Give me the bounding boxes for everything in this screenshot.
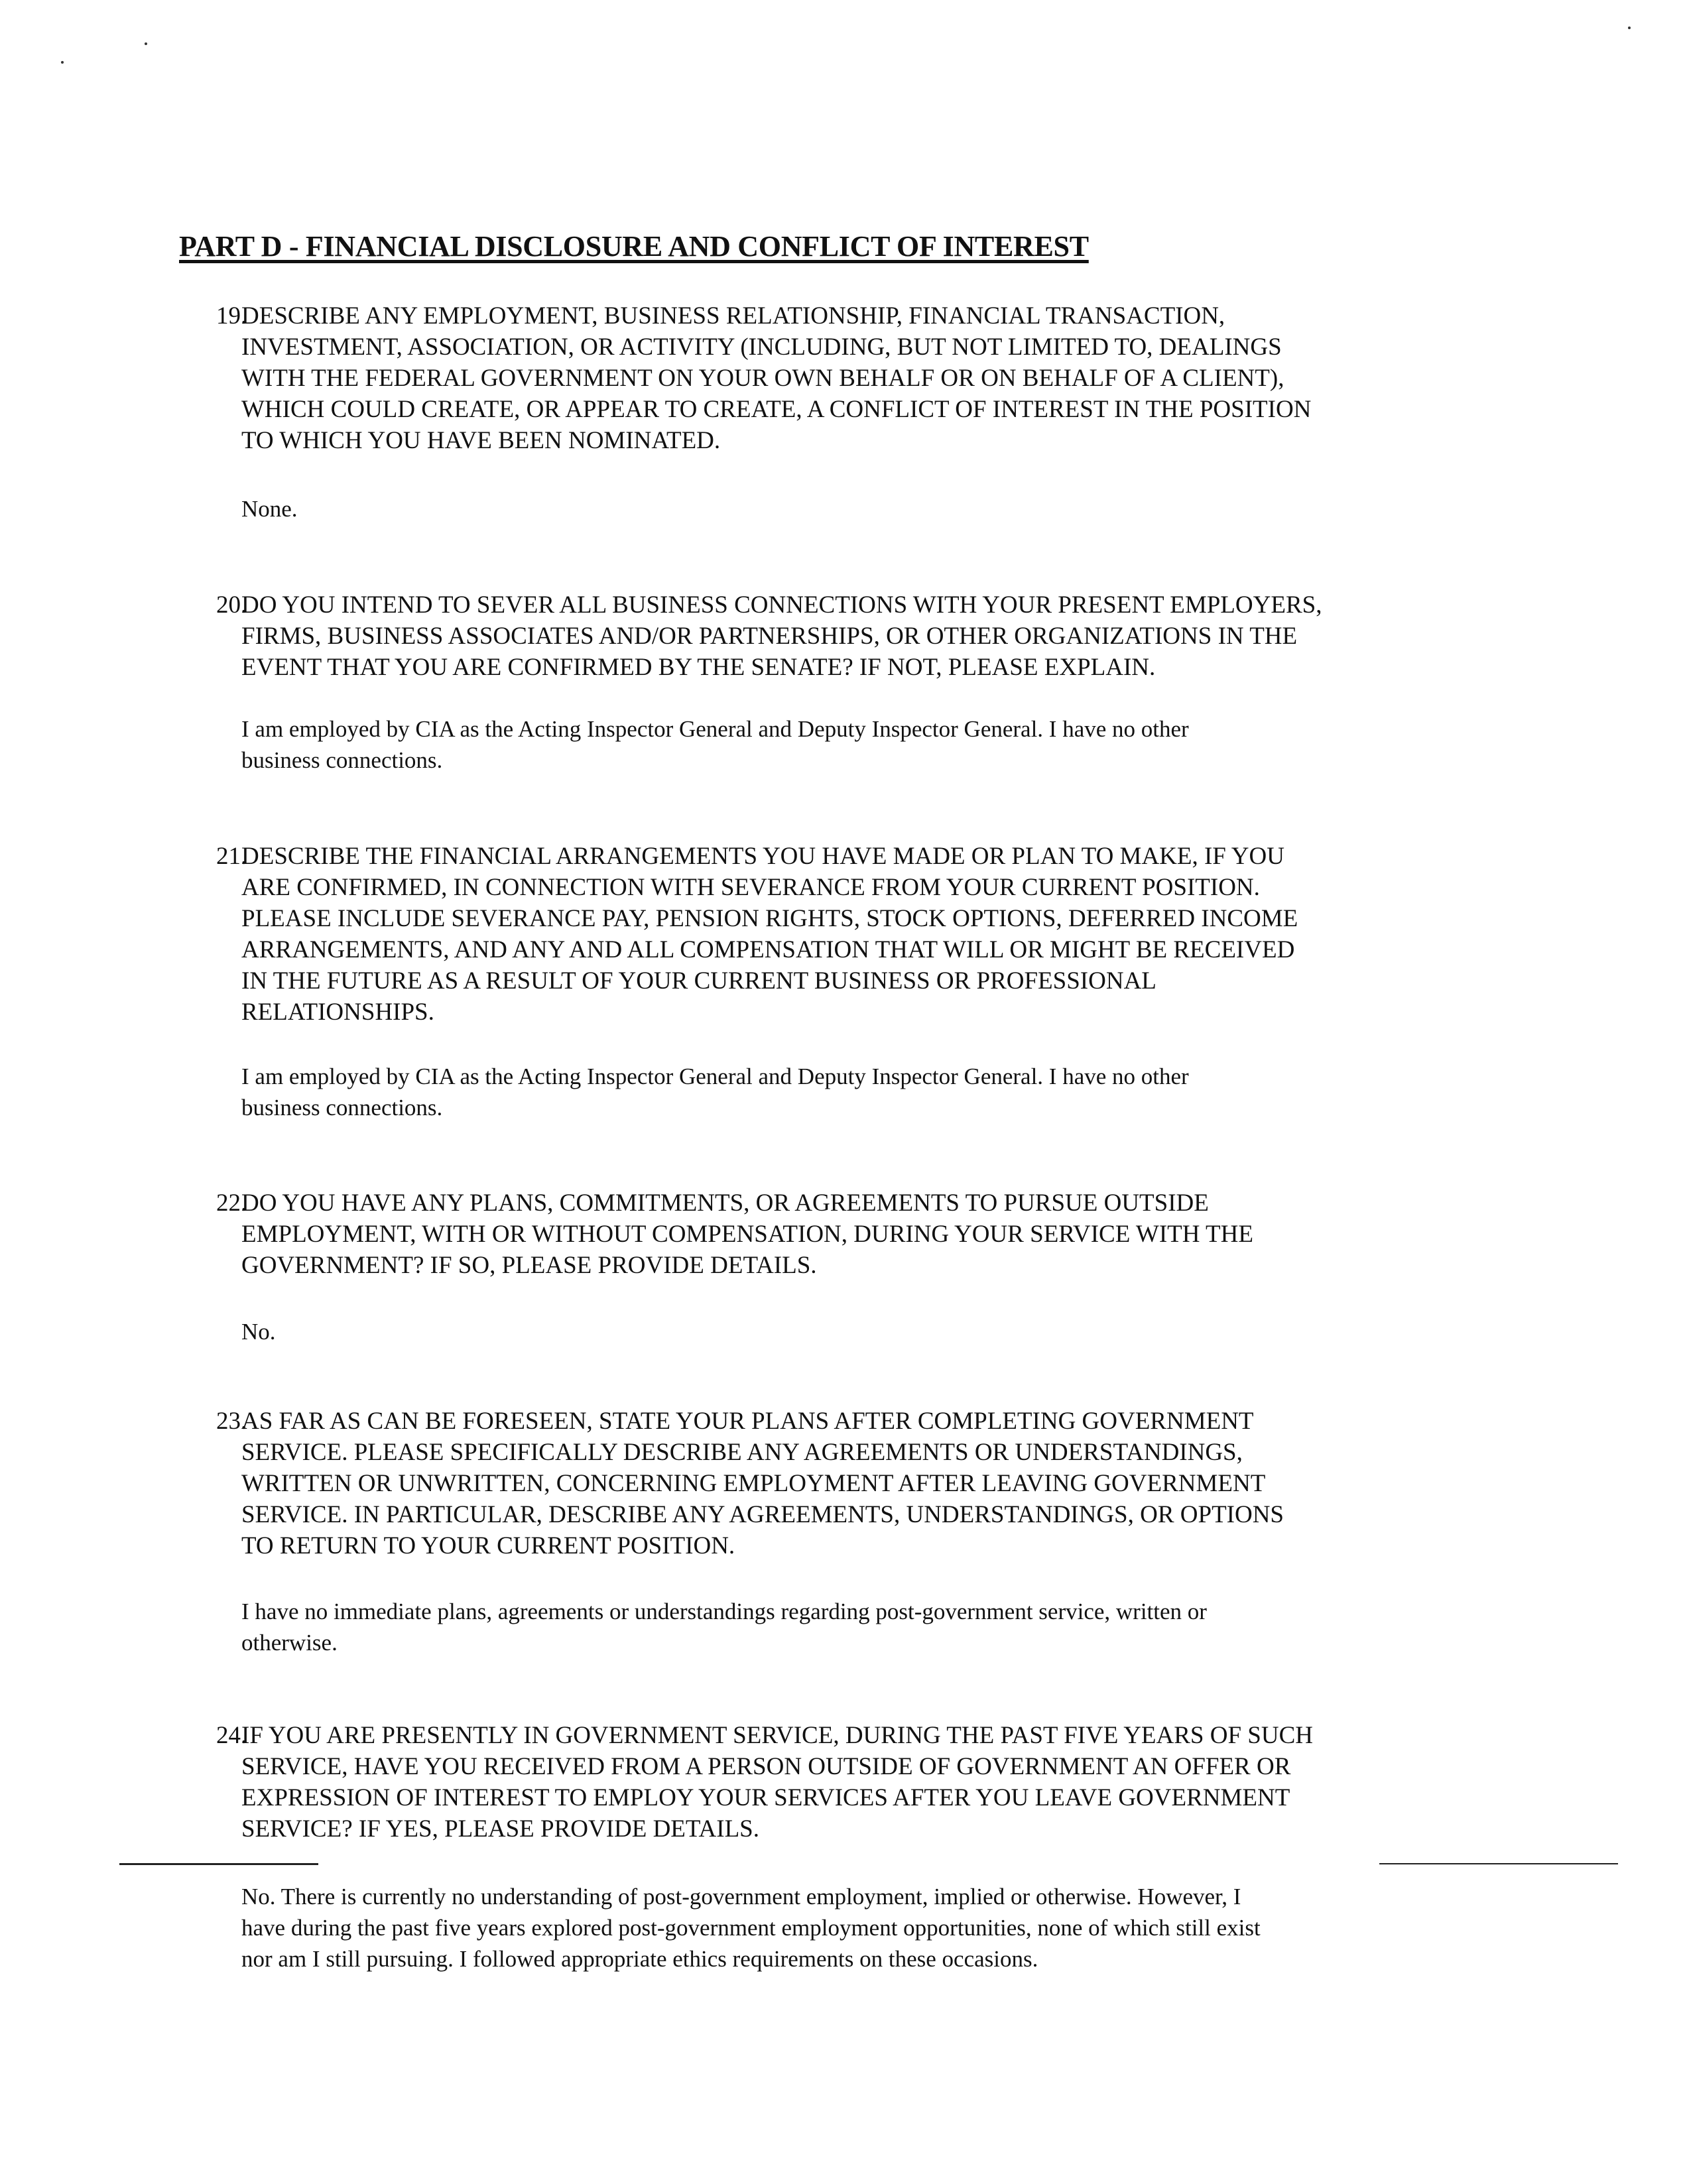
answer-text	[241, 1061, 1189, 1123]
scan-speck	[1628, 27, 1631, 29]
answer-line: I am employed by CIA as the Acting Inspector General and Deputy Inspector General. I have no other	[241, 716, 1189, 742]
question-text	[241, 841, 1298, 1028]
question-line: TO RETURN TO YOUR CURRENT POSITION.	[241, 1532, 735, 1559]
answer-line: I am employed by CIA as the Acting Inspector General and Deputy Inspector General. I have no other	[241, 1063, 1189, 1089]
answer-line: I have no immediate plans, agreements or understandings regarding post-government service, written or	[241, 1599, 1207, 1624]
answer-line: None.	[241, 496, 298, 522]
question-line: SERVICE. IN PARTICULAR, DESCRIBE ANY AGREEMENTS, UNDERSTANDINGS, OR OPTIONS	[241, 1501, 1284, 1528]
question-text	[241, 589, 1322, 683]
question-number: 20.	[216, 591, 247, 619]
question-line: AS FAR AS CAN BE FORESEEN, STATE YOUR PLANS AFTER COMPLETING GOVERNMENT	[241, 1408, 1254, 1435]
answer-text	[241, 1316, 276, 1347]
question-line: EXPRESSION OF INTEREST TO EMPLOY YOUR SERVICES AFTER YOU LEAVE GOVERNMENT	[241, 1784, 1290, 1811]
answer-line: business connections.	[241, 747, 443, 773]
question-number: 22.	[216, 1189, 247, 1217]
question-number: 24.	[216, 1722, 247, 1749]
question-line: FIRMS, BUSINESS ASSOCIATES AND/OR PARTNERSHIPS, OR OTHER ORGANIZATIONS IN THE	[241, 623, 1298, 650]
scan-artifact-line	[1379, 1863, 1618, 1864]
scan-artifact-line	[119, 1863, 318, 1865]
question-line: GOVERNMENT? IF SO, PLEASE PROVIDE DETAILS.	[241, 1252, 817, 1279]
question-line: IN THE FUTURE AS A RESULT OF YOUR CURRENT BUSINESS OR PROFESSIONAL	[241, 967, 1156, 995]
question-number: 23.	[216, 1408, 247, 1435]
answer-line: No. There is currently no understanding of post-government employment, implied or otherwise. However, I	[241, 1884, 1241, 1910]
scan-speck	[145, 42, 147, 45]
question-line: DO YOU HAVE ANY PLANS, COMMITMENTS, OR AGREEMENTS TO PURSUE OUTSIDE	[241, 1189, 1209, 1217]
question-line: DESCRIBE THE FINANCIAL ARRANGEMENTS YOU HAVE MADE OR PLAN TO MAKE, IF YOU	[241, 843, 1284, 870]
question-text	[241, 1187, 1253, 1281]
answer-line: have during the past five years explored post-government employment opportunities, none of which still exist	[241, 1915, 1261, 1941]
question-text	[241, 1720, 1313, 1845]
question-line: SERVICE, HAVE YOU RECEIVED FROM A PERSON OUTSIDE OF GOVERNMENT AN OFFER OR	[241, 1753, 1291, 1780]
question-line: WITH THE FEDERAL GOVERNMENT ON YOUR OWN BEHALF OR ON BEHALF OF A CLIENT),	[241, 365, 1284, 392]
question-text	[241, 1406, 1284, 1561]
question-text	[241, 300, 1311, 456]
question-line: ARRANGEMENTS, AND ANY AND ALL COMPENSATION THAT WILL OR MIGHT BE RECEIVED	[241, 936, 1295, 963]
answer-text	[241, 493, 298, 524]
answer-line: No.	[241, 1319, 276, 1345]
question-line: TO WHICH YOU HAVE BEEN NOMINATED.	[241, 427, 721, 454]
question-line: INVESTMENT, ASSOCIATION, OR ACTIVITY (INCLUDING, BUT NOT LIMITED TO, DEALINGS	[241, 334, 1282, 361]
section-heading: PART D - FINANCIAL DISCLOSURE AND CONFLICT OF INTEREST	[179, 230, 1089, 263]
question-line: EVENT THAT YOU ARE CONFIRMED BY THE SENATE? IF NOT, PLEASE EXPLAIN.	[241, 654, 1156, 681]
answer-text	[241, 1596, 1207, 1658]
answer-line: business connections.	[241, 1095, 443, 1121]
question-line: WRITTEN OR UNWRITTEN, CONCERNING EMPLOYMENT AFTER LEAVING GOVERNMENT	[241, 1470, 1266, 1497]
question-number: 21.	[216, 843, 247, 870]
question-line: DESCRIBE ANY EMPLOYMENT, BUSINESS RELATIONSHIP, FINANCIAL TRANSACTION,	[241, 302, 1225, 330]
question-line: PLEASE INCLUDE SEVERANCE PAY, PENSION RIGHTS, STOCK OPTIONS, DEFERRED INCOME	[241, 905, 1298, 932]
answer-text	[241, 713, 1189, 776]
question-line: RELATIONSHIPS.	[241, 999, 434, 1026]
scan-speck	[61, 61, 64, 64]
question-line: IF YOU ARE PRESENTLY IN GOVERNMENT SERVICE, DURING THE PAST FIVE YEARS OF SUCH	[241, 1722, 1314, 1749]
question-line: EMPLOYMENT, WITH OR WITHOUT COMPENSATION, DURING YOUR SERVICE WITH THE	[241, 1221, 1253, 1248]
question-line: SERVICE? IF YES, PLEASE PROVIDE DETAILS.	[241, 1815, 760, 1843]
answer-text	[241, 1881, 1261, 1974]
answer-line: nor am I still pursuing. I followed appropriate ethics requirements on these occasions.	[241, 1946, 1038, 1972]
answer-line: otherwise.	[241, 1630, 338, 1656]
question-line: ARE CONFIRMED, IN CONNECTION WITH SEVERANCE FROM YOUR CURRENT POSITION.	[241, 874, 1260, 901]
question-line: SERVICE. PLEASE SPECIFICALLY DESCRIBE ANY AGREEMENTS OR UNDERSTANDINGS,	[241, 1439, 1243, 1466]
question-line: DO YOU INTEND TO SEVER ALL BUSINESS CONNECTIONS WITH YOUR PRESENT EMPLOYERS,	[241, 591, 1322, 619]
question-number: 19.	[216, 302, 247, 330]
question-line: WHICH COULD CREATE, OR APPEAR TO CREATE, A CONFLICT OF INTEREST IN THE POSITION	[241, 396, 1312, 423]
